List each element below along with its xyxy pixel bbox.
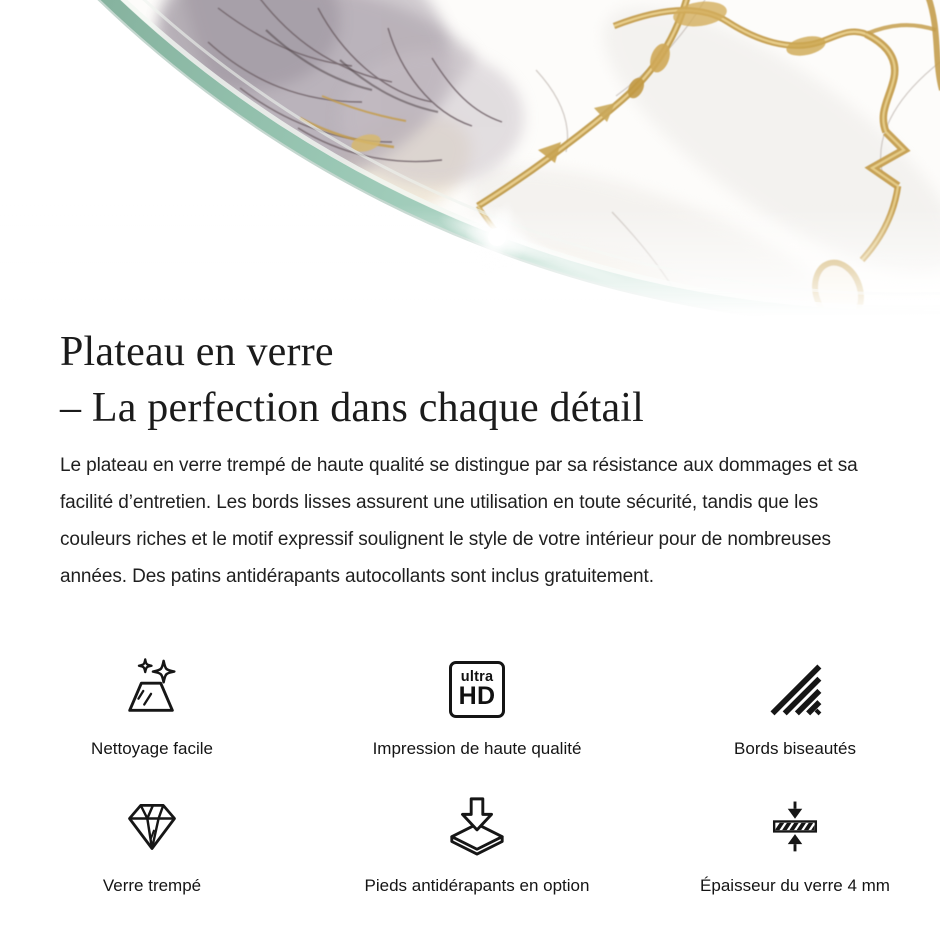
ultra-hd-text-small: ultra — [460, 669, 494, 685]
description-paragraph: Le plateau en verre trempé de haute qualité se distingue par sa résistance aux dommages et sa facilité d’entretien. Les bords lisses assurent une utilisation en toute sécurité, tandis que les couleurs riches et le motif expressif soulignent le style de votre intérieur pour de nombreuses années. Des patins antidérapants autocollants sont inclus gratuitement. — [60, 455, 858, 587]
feature-label: Impression de haute qualité — [372, 739, 582, 758]
ultra-hd-icon — [449, 658, 505, 720]
feature-beveled-edges — [650, 658, 940, 759]
feature-print-quality — [304, 658, 650, 759]
feature-label: Verre trempé — [102, 876, 202, 895]
feature-label: Nettoyage facile — [91, 739, 213, 758]
page-title — [60, 324, 880, 436]
beveled-edge-icon — [765, 658, 825, 720]
feature-tempered-glass — [0, 795, 304, 896]
description-section — [0, 324, 940, 896]
bottom-fade — [0, 205, 940, 318]
glass-tabletop-photo — [0, 0, 940, 318]
feature-easy-cleaning — [0, 658, 304, 759]
anti-slip-pads-icon — [446, 795, 508, 857]
glass-thickness-icon — [766, 795, 824, 857]
feature-label: Épaisseur du verre 4 mm — [700, 876, 890, 895]
title-line-2: – La perfection dans chaque détail — [60, 385, 645, 431]
feature-label: Bords biseautés — [734, 739, 856, 758]
sparkle-clean-icon — [121, 658, 183, 720]
feature-antislip-pads — [304, 795, 650, 896]
feature-glass-thickness — [650, 795, 940, 896]
diamond-icon — [122, 795, 182, 857]
feature-grid — [0, 658, 940, 896]
title-line-1: Plateau en verre — [60, 329, 334, 375]
feature-label: Pieds antidérapants en option — [364, 876, 590, 895]
ultra-hd-text-big: HD — [458, 682, 496, 710]
hero-image — [0, 0, 940, 318]
